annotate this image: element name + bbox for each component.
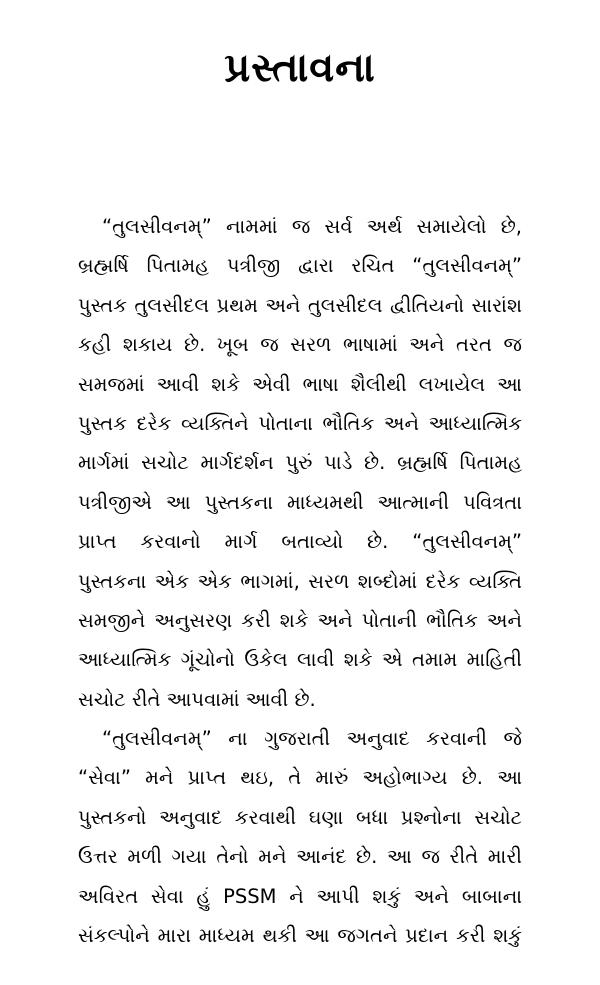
text-line: કહી શકાય છે. ખૂબ જ સરળ ભાષામાં અને તરત જ [78, 333, 522, 357]
text-line: સંકલ્પોને મારા માધ્યમ થકી આ જગતને પ્રદાન કરી શકું [78, 924, 522, 948]
text-line: પુસ્તક દરેક વ્યક્તિને પોતાના ભૌતિક અને આધ્યાત્મિક [78, 411, 522, 435]
text-line: “તુલસીવનમ્” ના ગુજરાતી અનુવાદ કરવાની જે [102, 727, 522, 751]
body-text [78, 207, 522, 955]
text-line: બ્રહ્મર્ષિ પિતામહ પત્રીજી દ્વારા રચિત “તુલસીવનમ્” [78, 254, 522, 278]
text-line: પુસ્તકનો અનુવાદ કરવાથી ઘણા બધા પ્રશ્નોના સચોટ [78, 805, 522, 829]
text-line: અવિરત સેવા હું PSSM ને આપી શકું અને બાબાના [78, 884, 522, 908]
text-line: પુસ્તકના એક એક ભાગમાં, સરળ શબ્દોમાં દરેક વ્યક્તિ [78, 569, 522, 593]
text-line: પત્રીજીએ આ પુસ્તકના માધ્યમથી આત્માની પવિત્રતા [78, 490, 522, 514]
text-line: સચોટ રીતે આપવામાં આવી છે. [78, 687, 316, 711]
text-line: પ્રાપ્ત કરવાનો માર્ગ બતાવ્યો છે. “તુલસીવનમ્” [78, 530, 522, 554]
page-title: પ્રસ્તાવના [224, 45, 376, 91]
text-line: “સેવા” મને પ્રાપ્ત થઇ, તે મારું અહોભાગ્ય છે. આ [78, 766, 522, 790]
text-line: આધ્યાત્મિક ગૂંચોનો ઉકેલ લાવી શકે એ તમામ માહિતી [78, 648, 522, 672]
text-line: માર્ગમાં સચોટ માર્ગદર્શન પુરું પાડે છે. બ્રહ્મર્ષિ પિતામહ [78, 451, 522, 475]
text-line: પુસ્તક તુલસીદલ પ્રથમ અને તુલસીદલ દ્વીતિયનો સારાંશ [78, 293, 522, 317]
text-line: ઉત્તર મળી ગયા તેનો મને આનંદ છે. આ જ રીતે મારી [78, 845, 522, 869]
text-line: સમજમાં આવી શકે એવી ભાષા શૈલીથી લખાયેલ આ [78, 372, 522, 396]
text-line: સમજીને અનુસરણ કરી શકે અને પોતાની ભૌતિક અને [78, 608, 522, 632]
text-line: “તુલસીવનમ્” નામમાં જ સર્વ અર્થ સમાયેલો છે, [102, 215, 522, 238]
